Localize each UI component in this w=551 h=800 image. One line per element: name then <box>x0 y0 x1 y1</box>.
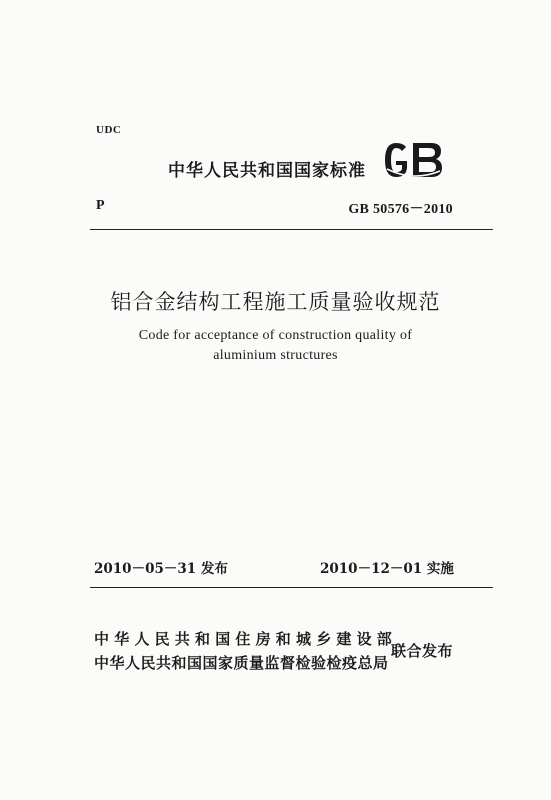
gb-logo-icon <box>382 140 444 180</box>
standard-number: GB 50576－2010 <box>348 202 453 217</box>
top-divider <box>90 229 493 230</box>
title-english-line1: Code for acceptance of construction quality of <box>138 328 413 343</box>
joint-issue-label: 联合发布 <box>391 642 454 660</box>
standard-type-title: 中华人民共和国国家标准 <box>168 161 366 181</box>
bottom-divider <box>90 587 493 588</box>
publisher-2: 中华人民共和国国家质量监督检验检疫总局 <box>94 654 389 672</box>
classification-code: P <box>96 198 105 213</box>
title-english-line2: aluminium structures <box>213 348 338 363</box>
issue-date: 2010－05－31 发布 <box>94 561 228 577</box>
implementation-date: 2010－12－01 实施 <box>320 561 454 577</box>
publisher-1: 中华人民共和国住房和城乡建设部 <box>94 630 398 648</box>
title-chinese: 铝合金结构工程施工质量验收规范 <box>110 290 441 314</box>
udc-label: UDC <box>96 124 122 136</box>
